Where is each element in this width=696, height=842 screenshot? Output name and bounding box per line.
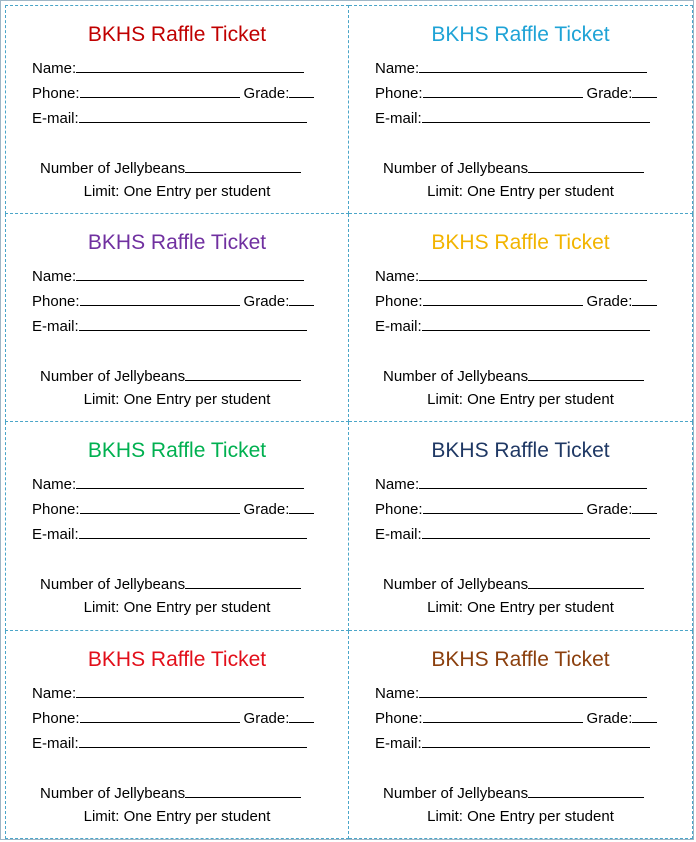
jellybeans-label: Number of Jellybeans <box>40 368 186 385</box>
jellybeans-label: Number of Jellybeans <box>40 160 186 177</box>
email-row <box>32 316 307 336</box>
email-row <box>32 733 307 753</box>
limit-text: Limit: One Entry per student <box>427 183 614 200</box>
phone-label: Phone: <box>32 501 80 518</box>
email-label: E-mail: <box>32 110 79 127</box>
phone-blank[interactable] <box>80 83 240 98</box>
jellybeans-label: Number of Jellybeans <box>40 576 186 593</box>
name-blank[interactable] <box>419 683 647 698</box>
limit-text: Limit: One Entry per student <box>83 808 271 825</box>
email-blank[interactable] <box>422 524 650 539</box>
grade-blank[interactable] <box>289 291 314 306</box>
jellybeans-blank[interactable] <box>185 574 301 589</box>
limit-text: Limit: One Entry per student <box>427 808 614 825</box>
grade-blank[interactable] <box>289 83 314 98</box>
phone-blank[interactable] <box>423 499 583 514</box>
email-row <box>375 316 650 336</box>
jellybeans-label: Number of Jellybeans <box>383 576 529 593</box>
email-label: E-mail: <box>32 318 79 335</box>
name-label: Name: <box>375 476 420 493</box>
phone-row <box>32 708 314 728</box>
name-blank[interactable] <box>76 474 304 489</box>
raffle-ticket <box>5 422 349 631</box>
jellybeans-blank[interactable] <box>528 366 644 381</box>
ticket-title: BKHS Raffle Ticket <box>87 231 267 254</box>
phone-label: Phone: <box>375 501 423 518</box>
name-blank[interactable] <box>76 58 304 73</box>
jellybeans-row <box>40 158 301 178</box>
name-row <box>375 266 647 286</box>
name-label: Name: <box>375 60 420 77</box>
name-label: Name: <box>375 685 420 702</box>
email-label: E-mail: <box>375 526 422 543</box>
name-blank[interactable] <box>76 683 304 698</box>
grade-label: Grade: <box>586 85 633 102</box>
phone-row <box>375 291 657 311</box>
name-row <box>32 266 304 286</box>
email-blank[interactable] <box>79 733 307 748</box>
jellybeans-row <box>40 783 301 803</box>
email-blank[interactable] <box>79 316 307 331</box>
jellybeans-label: Number of Jellybeans <box>383 160 529 177</box>
jellybeans-row <box>383 366 644 386</box>
raffle-ticket <box>349 422 693 631</box>
name-label: Name: <box>32 476 77 493</box>
ticket-grid <box>5 5 693 839</box>
limit-text: Limit: One Entry per student <box>83 599 271 616</box>
grade-label: Grade: <box>243 710 290 727</box>
grade-label: Grade: <box>586 710 633 727</box>
email-label: E-mail: <box>375 318 422 335</box>
email-blank[interactable] <box>79 108 307 123</box>
name-row <box>375 58 647 78</box>
phone-row <box>32 499 314 519</box>
name-label: Name: <box>32 268 77 285</box>
email-blank[interactable] <box>79 524 307 539</box>
email-label: E-mail: <box>375 110 422 127</box>
jellybeans-label: Number of Jellybeans <box>383 785 529 802</box>
phone-row <box>375 499 657 519</box>
name-label: Name: <box>32 685 77 702</box>
jellybeans-label: Number of Jellybeans <box>40 785 186 802</box>
email-label: E-mail: <box>32 735 79 752</box>
phone-label: Phone: <box>375 293 423 310</box>
ticket-title: BKHS Raffle Ticket <box>87 648 267 671</box>
name-row <box>32 474 304 494</box>
name-row <box>375 474 647 494</box>
jellybeans-row <box>40 574 301 594</box>
jellybeans-blank[interactable] <box>185 158 301 173</box>
email-row <box>32 524 307 544</box>
name-row <box>32 683 304 703</box>
jellybeans-row <box>40 366 301 386</box>
name-blank[interactable] <box>419 266 647 281</box>
phone-row <box>375 83 657 103</box>
limit-text: Limit: One Entry per student <box>427 391 614 408</box>
email-blank[interactable] <box>422 733 650 748</box>
limit-text: Limit: One Entry per student <box>427 599 614 616</box>
name-blank[interactable] <box>419 474 647 489</box>
jellybeans-blank[interactable] <box>528 783 644 798</box>
phone-row <box>32 83 314 103</box>
phone-label: Phone: <box>32 293 80 310</box>
grade-blank[interactable] <box>632 499 657 514</box>
name-row <box>32 58 304 78</box>
grade-blank[interactable] <box>632 83 657 98</box>
grade-label: Grade: <box>243 501 290 518</box>
grade-blank[interactable] <box>289 708 314 723</box>
email-label: E-mail: <box>32 526 79 543</box>
email-blank[interactable] <box>422 316 650 331</box>
email-row <box>375 524 650 544</box>
phone-blank[interactable] <box>423 708 583 723</box>
phone-blank[interactable] <box>423 83 583 98</box>
jellybeans-label: Number of Jellybeans <box>383 368 529 385</box>
phone-label: Phone: <box>375 710 423 727</box>
phone-row <box>32 291 314 311</box>
email-row <box>32 108 307 128</box>
email-blank[interactable] <box>422 108 650 123</box>
ticket-title: BKHS Raffle Ticket <box>431 439 610 462</box>
phone-blank[interactable] <box>80 499 240 514</box>
ticket-title: BKHS Raffle Ticket <box>431 23 610 46</box>
grade-label: Grade: <box>586 501 633 518</box>
grade-label: Grade: <box>586 293 633 310</box>
phone-label: Phone: <box>375 85 423 102</box>
phone-blank[interactable] <box>80 291 240 306</box>
name-row <box>375 683 647 703</box>
name-blank[interactable] <box>76 266 304 281</box>
name-blank[interactable] <box>419 58 647 73</box>
name-label: Name: <box>375 268 420 285</box>
grade-blank[interactable] <box>632 291 657 306</box>
jellybeans-blank[interactable] <box>528 158 644 173</box>
email-label: E-mail: <box>375 735 422 752</box>
grade-label: Grade: <box>243 293 290 310</box>
limit-text: Limit: One Entry per student <box>83 183 271 200</box>
limit-text: Limit: One Entry per student <box>83 391 271 408</box>
grade-blank[interactable] <box>632 708 657 723</box>
jellybeans-blank[interactable] <box>528 574 644 589</box>
jellybeans-row <box>383 574 644 594</box>
raffle-ticket <box>5 631 349 839</box>
jellybeans-row <box>383 158 644 178</box>
raffle-ticket <box>349 631 693 839</box>
phone-label: Phone: <box>32 710 80 727</box>
raffle-ticket <box>349 5 693 214</box>
jellybeans-blank[interactable] <box>185 366 301 381</box>
email-row <box>375 733 650 753</box>
grade-blank[interactable] <box>289 499 314 514</box>
ticket-title: BKHS Raffle Ticket <box>431 231 610 254</box>
raffle-ticket <box>5 5 349 214</box>
raffle-ticket <box>349 214 693 422</box>
phone-row <box>375 708 657 728</box>
phone-blank[interactable] <box>423 291 583 306</box>
jellybeans-row <box>383 783 644 803</box>
name-label: Name: <box>32 60 77 77</box>
ticket-title: BKHS Raffle Ticket <box>87 23 267 46</box>
phone-blank[interactable] <box>80 708 240 723</box>
ticket-title: BKHS Raffle Ticket <box>87 439 267 462</box>
raffle-ticket <box>5 214 349 422</box>
jellybeans-blank[interactable] <box>185 783 301 798</box>
ticket-title: BKHS Raffle Ticket <box>431 648 610 671</box>
phone-label: Phone: <box>32 85 80 102</box>
email-row <box>375 108 650 128</box>
grade-label: Grade: <box>243 85 290 102</box>
